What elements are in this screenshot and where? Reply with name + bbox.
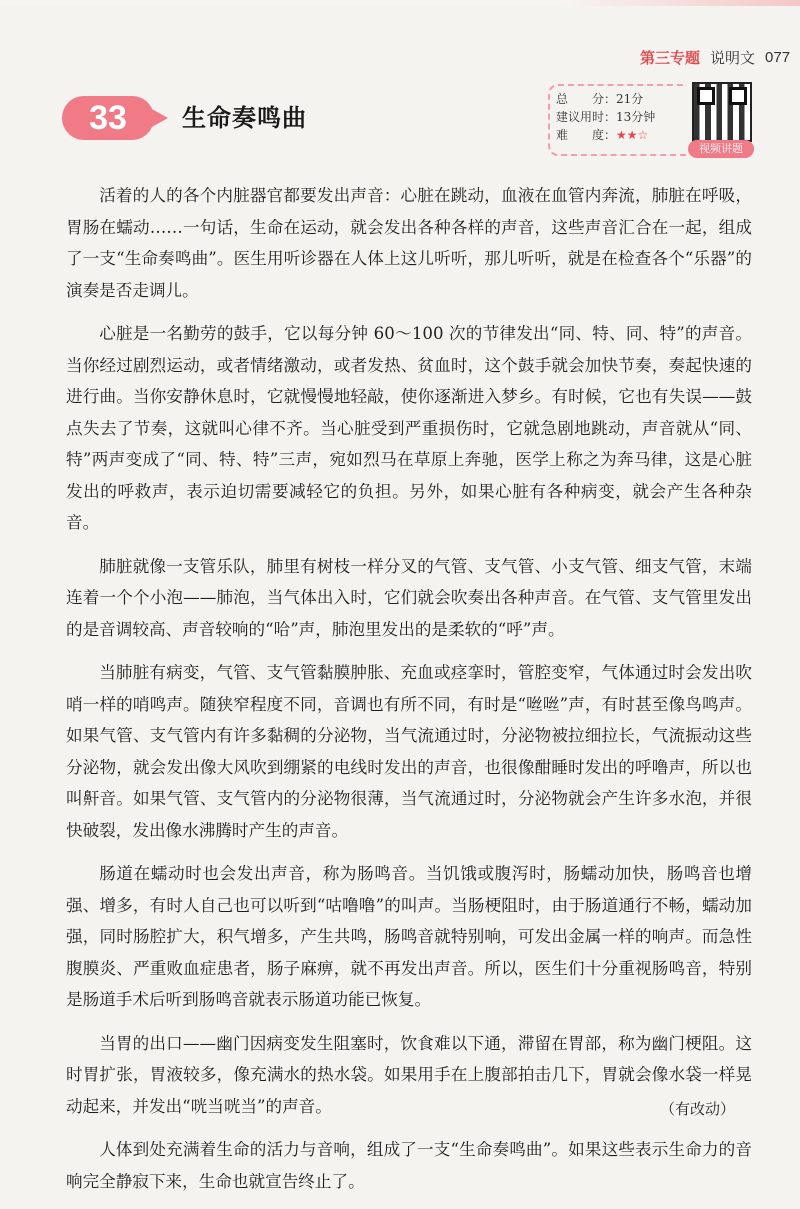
suggested-time-value: 13分钟 [616,110,656,124]
difficulty-stars: ★★☆ [616,128,649,142]
paragraph-4: 当肺脏有病变，气管、支气管黏膜肿胀、充血或痉挛时，管腔变窄，气体通过时会发出吹哨一样的哨鸣声。随狭窄程度不同，音调也有所不同，有时是“咝咝”声，有时甚至像鸟鸣声。如果气管、支气管内有许多黏稠的分泌物，当气流通过时，分泌物被拉细拉长，气流振动这些分泌物，就会发出像大风吹到绷紧的电线时发出的声音，也很像酣睡时发出的呼噜声，所以也叫鼾音。如果气管、支气管内的分泌物很薄，当气流通过时，分泌物就会产生许多水泡，并很快破裂，发出像水沸腾时产生的声音。 [66,663,752,840]
paragraph-3: 肺脏就像一支管乐队，肺里有树枝一样分叉的气管、支气管、小支气管、细支气管，末端连着一个个小泡——肺泡，当气体出入时，它们就会吹奏出各种声音。在气管、支气管里发出的是音调较高、声音较响的“哈”声，肺泡里发出的是柔软的“呼”声。 [66,556,752,639]
paragraph-2: 心脏是一名勤劳的鼓手，它以每分钟 60～100 次的节律发出“同、特、同、特”的声音。当你经过剧烈运动，或者情绪激动，或者发热、贫血时，这个鼓手就会加快节奏，奏起快速的进行曲。当你安静休息时，它就慢慢地轻敲，使你逐渐进入梦乡。有时候，它也有失误——鼓点失去了节奏，这就叫心律不齐。当心脏受到严重损伤时，它就急剧地跳动，声音就从“同、特”两声变成了“同、特、特”三声，宛如烈马在草原上奔驰，医学上称之为奔马律，这是心脏发出的呼救声，表示迫切需要减轻它的负担。另外，如果心脏有各种病变，就会产生各种杂音。 [66,324,752,532]
total-score-value: 21分 [616,92,644,106]
page-header [640,46,790,68]
total-score-row [556,90,680,108]
source-note: （有改动） [660,1100,736,1118]
paragraph-7: 人体到处充满着生命的活力与音响，组成了一支“生命奏鸣曲”。如果这些表示生命力的音响完全静寂下来，生命也就宣告终止了。 [66,1140,752,1191]
lesson-title: 生命奏鸣曲 [182,103,307,132]
lesson-number-badge: 33 [62,96,154,140]
paragraph-5: 肠道在蠕动时也会发出声音，称为肠鸣音。当饥饿或腹泻时，肠蠕动加快，肠鸣音也增强、增多，有时人自己也可以听到“咕噜噜”的叫声。当肠梗阻时，由于肠道通行不畅，蠕动加强，同时肠腔扩大，积气增多，产生共鸣，肠鸣音就特别响，可发出金属一样的响声。而急性腹膜炎、严重败血症患者，肠子麻痹，就不再发出声音。所以，医生们十分重视肠鸣音，特别是肠道手术后听到肠鸣音就表示肠道功能已恢复。 [66,864,752,1009]
page-number: 077 [765,48,791,66]
video-explanation-label[interactable]: 视频讲题 [688,140,754,158]
top-color-bar [0,0,800,6]
difficulty-row [556,126,680,144]
header-genre: 说明文 [710,48,756,67]
difficulty-label: 难 度： [556,128,617,142]
article-body [66,180,752,1209]
suggested-time-label: 建议用时： [556,110,617,124]
header-topic: 第三专题 [640,48,701,67]
paragraph-6: 当胃的出口——幽门因病变发生阻塞时，饮食难以下通，滞留在胃部，称为幽门梗阻。这时胃扩张，胃液较多，像充满水的热水袋。如果用手在上腹部拍击几下，胃就会像水袋一样晃动起来，并发出“咣当咣当”的声音。 [66,1033,752,1116]
suggested-time-row [556,108,680,126]
info-box [548,84,686,156]
qr-code-icon[interactable] [692,82,752,142]
total-score-label: 总 分： [556,92,617,106]
paragraph-1: 活着的人的各个内脏器官都要发出声音：心脏在跳动，血液在血管内奔流，肺脏在呼吸，胃肠在蠕动……一句话，生命在运动，就会发出各种各样的声音，这些声音汇合在一起，组成了一支“生命奏鸣曲”。医生用听诊器在人体上这儿听听，那儿听听，就是在检查各个“乐器”的演奏是否走调儿。 [66,186,752,300]
